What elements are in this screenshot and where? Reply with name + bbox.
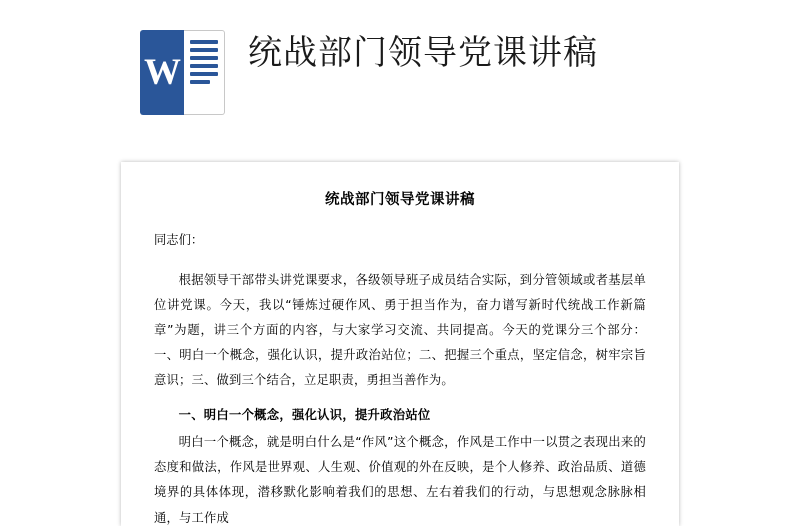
page-title: 统战部门领导党课讲稿 xyxy=(248,33,598,73)
document-paragraph: 根据领导干部带头讲党课要求，各级领导班子成员结合实际，到分管领域或者基层单位讲党课。今天，我以“锤炼过硬作风、勇于担当作为，奋力谱写新时代统战工作新篇章”为题，讲三个方面的内容，与大家学习交流、共同提高。今天的党课分三个部分：一、明白一个概念，强化认识，提升政治站位；二、把握三个重点，坚定信念，树牢宗旨意识；三、做到三个结合，立足职责，勇担当善作为。 xyxy=(154,272,646,388)
word-icon-line xyxy=(190,40,218,44)
document-section-heading: 一、明白一个概念，强化认识，提升政治站位 xyxy=(178,407,431,422)
word-icon-line xyxy=(190,72,218,76)
word-icon-lines xyxy=(184,30,225,115)
document-header xyxy=(0,0,800,148)
word-icon-line xyxy=(190,80,210,84)
document-paragraph: 明白一个概念，就是明白什么是“作风”这个概念，作风是工作中一以贯之表现出来的态度和做法，作风是世界观、人生观、价值观的外在反映，是个人修养、政治品质、道德境界的具体体现，潜移默化影响着我们的思想、左右着我们的行动，与思想观念脉脉相通，与工作成 xyxy=(154,434,646,525)
word-icon-line xyxy=(190,56,218,60)
document-heading: 统战部门领导党课讲稿 xyxy=(325,192,475,208)
word-document-icon xyxy=(140,30,225,115)
document-sheet xyxy=(121,162,679,526)
word-icon-line xyxy=(190,48,218,52)
word-icon-line xyxy=(190,64,218,68)
document-salutation: 同志们： xyxy=(154,233,204,247)
word-icon-letter: W xyxy=(140,30,184,115)
